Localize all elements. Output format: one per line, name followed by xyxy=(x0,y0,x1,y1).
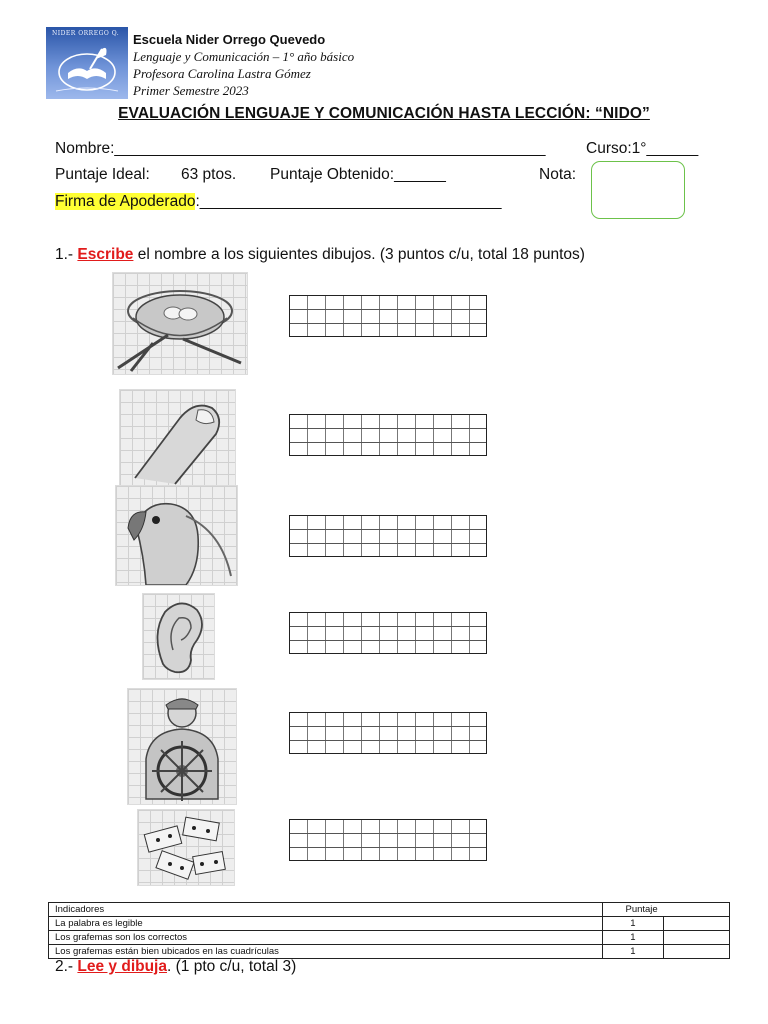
domino-icon xyxy=(138,810,234,885)
writing-grid-2[interactable] xyxy=(289,414,487,456)
indicator-label: Los grafemas son los correctos xyxy=(49,931,603,945)
question-1 xyxy=(55,246,585,264)
course-field[interactable]: Curso:1°______ xyxy=(586,140,699,157)
sailor-icon xyxy=(128,689,236,804)
exam-title: EVALUACIÓN LENGUAJE Y COMUNICACIÓN HASTA LECCIÓN: “NIDO” xyxy=(118,105,650,122)
school-name: Escuela Nider Orrego Quevedo xyxy=(133,32,326,47)
table-row xyxy=(49,917,730,931)
question-2 xyxy=(55,958,296,976)
grade-label: Nota: xyxy=(539,166,577,183)
writing-grid-1[interactable] xyxy=(289,295,487,337)
score-header: Puntaje xyxy=(602,903,664,917)
ideal-score-value: 63 ptos. xyxy=(181,166,237,183)
question-1-number: 1.- xyxy=(55,246,74,263)
book-quill-icon xyxy=(46,27,128,99)
question-2-keyword: Lee y dibuja xyxy=(77,958,167,975)
guardian-signature-line: :___________________________________ xyxy=(195,193,502,210)
guardian-signature-field[interactable] xyxy=(55,193,501,211)
parrot-drawing xyxy=(115,485,238,586)
name-field[interactable]: Nombre:__________________________________________________ xyxy=(55,140,546,157)
nest-icon xyxy=(113,273,247,374)
domino-drawing xyxy=(137,809,235,886)
question-2-text: . (1 pto c/u, total 3) xyxy=(167,958,297,975)
writing-grid-3[interactable] xyxy=(289,515,487,557)
grade-box[interactable] xyxy=(591,161,685,219)
teacher-line: Profesora Carolina Lastra Gómez xyxy=(133,66,311,81)
sailor-drawing xyxy=(127,688,237,805)
finger-icon xyxy=(120,390,235,486)
indicators-header: Indicadores xyxy=(49,903,603,917)
parrot-icon xyxy=(116,486,237,585)
semester-line: Primer Semestre 2023 xyxy=(133,83,249,98)
indicator-label: Los grafemas están bien ubicados en las cuadrículas xyxy=(49,945,603,959)
indicator-obtained[interactable] xyxy=(664,945,730,959)
table-row xyxy=(49,945,730,959)
indicator-label: La palabra es legible xyxy=(49,917,603,931)
ideal-score-label: Puntaje Ideal: xyxy=(55,166,150,183)
writing-grid-5[interactable] xyxy=(289,712,487,754)
score-header-blank xyxy=(664,903,730,917)
nest-drawing xyxy=(112,272,248,375)
question-2-number: 2.- xyxy=(55,958,74,975)
indicator-score: 1 xyxy=(602,945,664,959)
indicator-score: 1 xyxy=(602,917,664,931)
indicator-obtained[interactable] xyxy=(664,931,730,945)
indicators-header-row xyxy=(49,903,730,917)
guardian-signature-label: Firma de Apoderado xyxy=(55,193,196,210)
school-info xyxy=(133,31,354,99)
indicator-obtained[interactable] xyxy=(664,917,730,931)
table-row xyxy=(49,931,730,945)
ear-drawing xyxy=(142,593,215,680)
subject-line: Lenguaje y Comunicación – 1° año básico xyxy=(133,49,355,64)
writing-grid-6[interactable] xyxy=(289,819,487,861)
school-logo xyxy=(46,27,128,99)
indicator-score: 1 xyxy=(602,931,664,945)
finger-drawing xyxy=(119,389,236,487)
indicators-table xyxy=(48,902,730,959)
question-1-keyword: Escribe xyxy=(77,246,134,263)
writing-grid-4[interactable] xyxy=(289,612,487,654)
ear-icon xyxy=(143,594,214,679)
obtained-score-field[interactable]: Puntaje Obtenido:______ xyxy=(270,166,446,183)
logo-text: NIDER ORREGO Q. xyxy=(52,30,120,37)
question-1-text: el nombre a los siguientes dibujos. (3 puntos c/u, total 18 puntos) xyxy=(133,246,585,263)
